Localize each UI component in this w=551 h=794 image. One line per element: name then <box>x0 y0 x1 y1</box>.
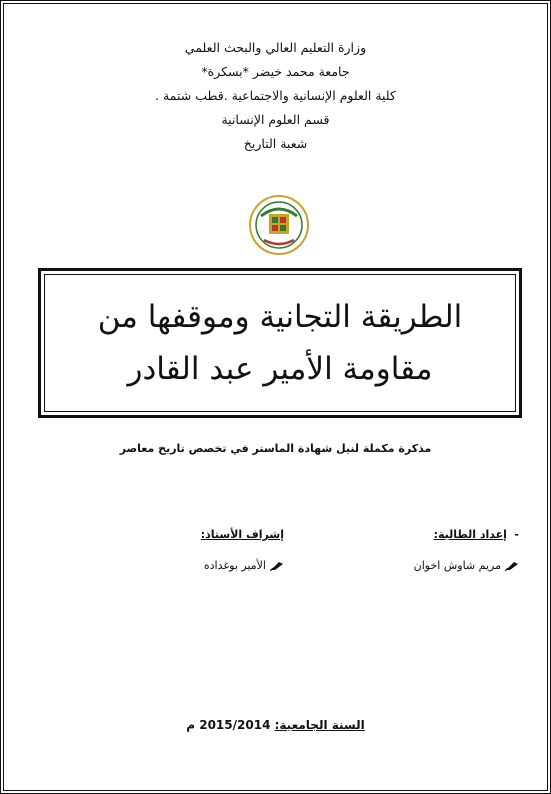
dash-bullet: - <box>514 528 519 541</box>
thesis-title-line-1: الطريقة التجانية وموقفها من <box>97 299 463 335</box>
branch-name: شعبة التاريخ <box>243 136 308 151</box>
student-name-row <box>359 559 519 572</box>
institution-header <box>4 36 547 156</box>
thesis-title-line-2: مقاومة الأمير عبد القادر <box>127 351 433 387</box>
thesis-title-inner-frame <box>44 274 516 412</box>
university-name: جامعة محمد خيضر *بسكرة* <box>201 64 350 79</box>
thesis-title-frame <box>38 268 522 418</box>
department-name: قسم العلوم الإنسانية <box>221 112 330 127</box>
pen-icon <box>505 561 519 571</box>
pen-icon <box>270 561 284 571</box>
supervisor-block <box>124 528 284 572</box>
supervisor-name: الأمير بوغداده <box>203 559 266 572</box>
student-label: إعداد الطالبة: <box>433 528 507 541</box>
thesis-description: مذكرة مكملة لنيل شهادة الماستر في تخصص تاريخ معاصر <box>119 442 432 455</box>
academic-year-label: السنة الجامعية: <box>274 718 365 732</box>
academic-year-value: 2015/2014 م <box>186 718 271 732</box>
student-name: مريم شاوش اخوان <box>413 559 501 572</box>
student-label-row <box>359 528 519 541</box>
faculty-name: كلية العلوم الإنسانية والاجتماعية .قطب شتمة . <box>155 88 396 103</box>
academic-year <box>4 718 547 732</box>
ministry-name: وزارة التعليم العالي والبحث العلمي <box>184 40 367 55</box>
university-seal-icon <box>248 194 310 256</box>
student-block <box>359 528 519 572</box>
supervisor-label: إشراف الأستاذ: <box>200 528 284 541</box>
supervisor-label-row <box>124 528 284 541</box>
supervisor-name-row <box>124 559 284 572</box>
